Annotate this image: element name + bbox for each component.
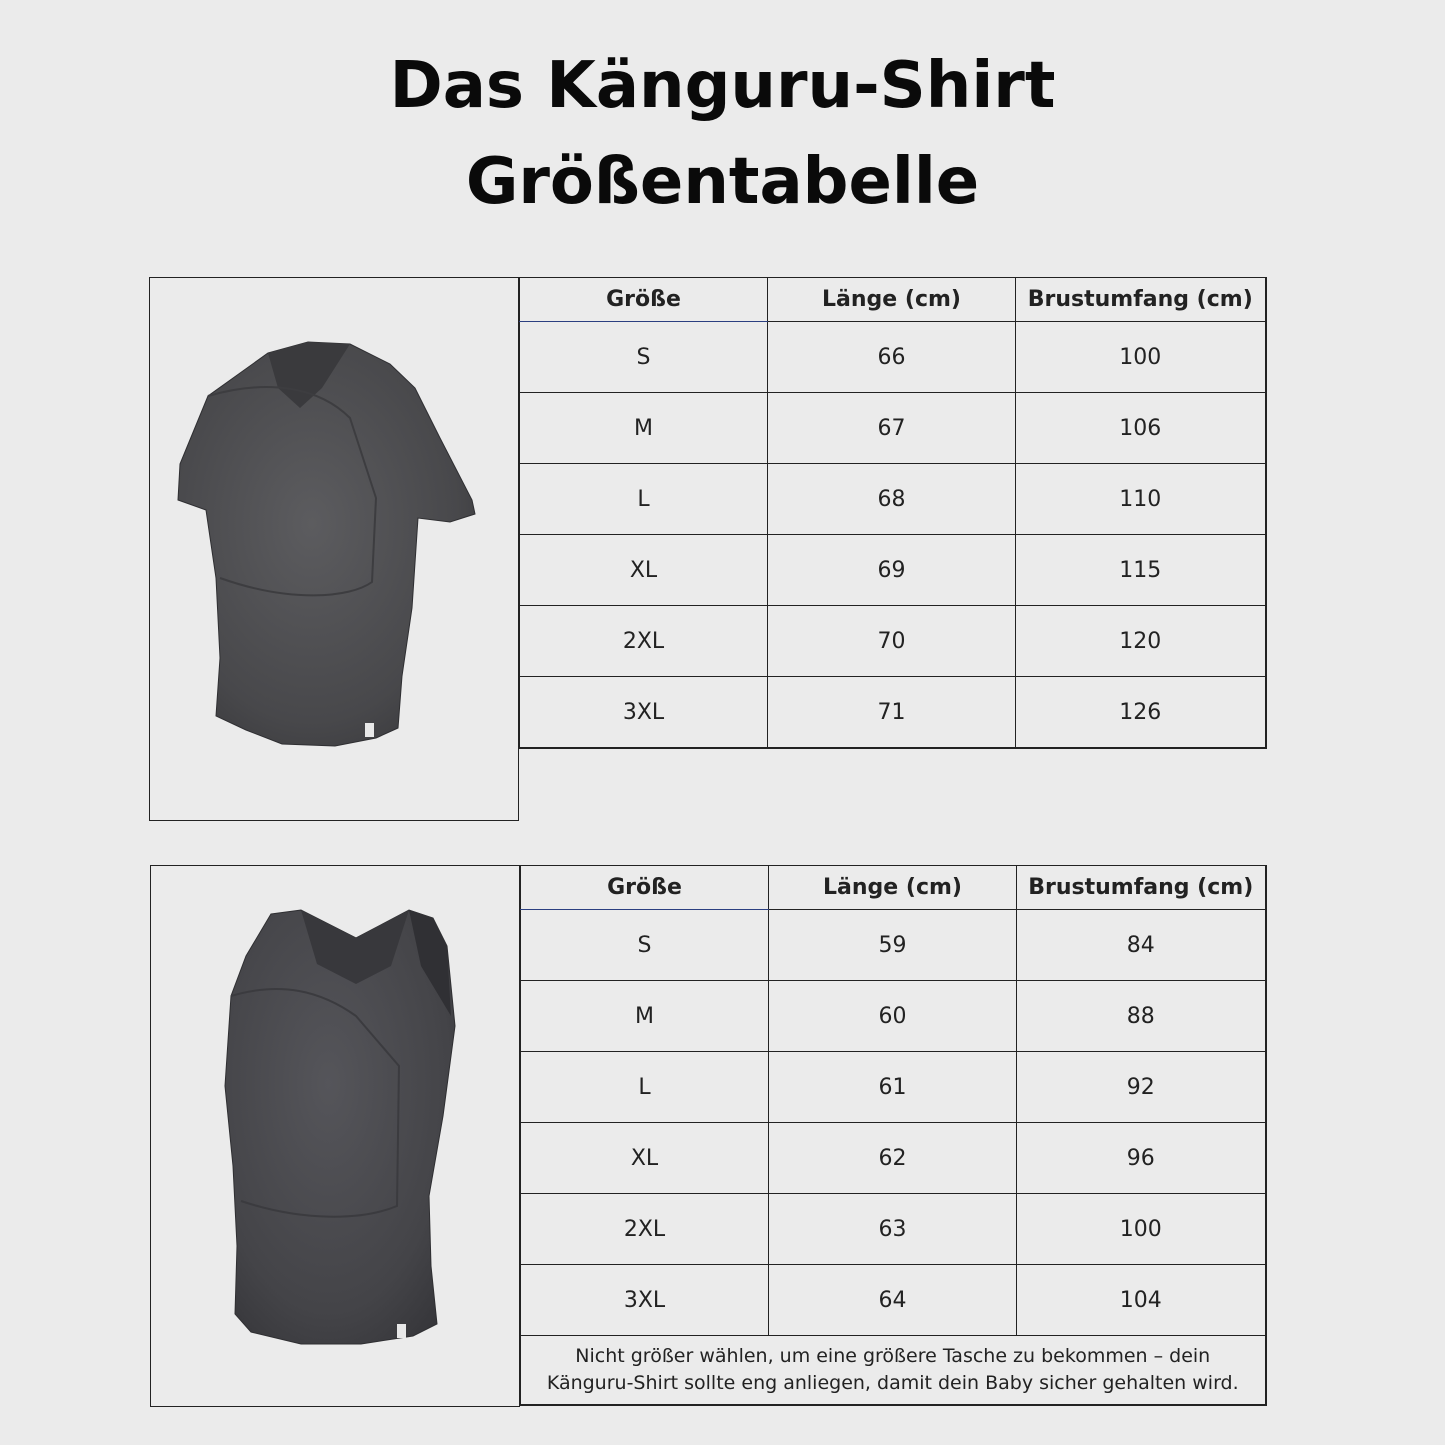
table-row [520,322,1266,393]
table-row [521,1265,1266,1336]
cell-length: 63 [769,1194,1017,1265]
size-table-tanktop [520,865,1267,1406]
page-subtitle: Größentabelle [465,145,980,219]
cell-chest: 115 [1016,535,1266,606]
cell-size: 2XL [520,606,768,677]
header-size: Größe [520,278,768,322]
table-header-row [520,278,1266,322]
cell-length: 61 [769,1052,1017,1123]
cell-size: L [521,1052,769,1123]
note-row [521,1336,1266,1406]
cell-length: 59 [769,910,1017,981]
cell-size: S [521,910,769,981]
cell-length: 66 [768,322,1016,393]
cell-size: 3XL [521,1265,769,1336]
cell-chest: 104 [1017,1265,1266,1336]
header-length: Länge (cm) [768,278,1016,322]
cell-chest: 92 [1017,1052,1266,1123]
table-row [520,677,1266,749]
table-row [521,1123,1266,1194]
cell-length: 71 [768,677,1016,749]
cell-size: 2XL [521,1194,769,1265]
cell-length: 60 [769,981,1017,1052]
cell-length: 70 [768,606,1016,677]
table-row [520,606,1266,677]
cell-length: 62 [769,1123,1017,1194]
cell-size: M [521,981,769,1052]
page-title: Das Känguru-Shirt [389,49,1056,123]
cell-size: XL [520,535,768,606]
cell-chest: 96 [1017,1123,1266,1194]
tanktop-image-panel [150,865,520,1407]
cell-chest: 106 [1016,393,1266,464]
tshirt-illustration [150,278,517,819]
tanktop-illustration [151,866,518,1405]
table-header-row [521,866,1266,910]
cell-length: 68 [768,464,1016,535]
cell-size: 3XL [520,677,768,749]
cell-chest: 84 [1017,910,1266,981]
cell-chest: 126 [1016,677,1266,749]
table-row [520,535,1266,606]
cell-length: 67 [768,393,1016,464]
fit-note: Nicht größer wählen, um eine größere Tasche zu bekommen – dein Känguru-Shirt sollte eng anliegen, damit dein Baby sicher gehalten wird. [521,1336,1266,1406]
header-chest: Brustumfang (cm) [1017,866,1266,910]
table-row [521,910,1266,981]
cell-size: M [520,393,768,464]
table-row [521,1194,1266,1265]
cell-length: 69 [768,535,1016,606]
cell-chest: 88 [1017,981,1266,1052]
size-table-tshirt [519,277,1267,749]
cell-size: XL [521,1123,769,1194]
cell-chest: 100 [1016,322,1266,393]
cell-size: S [520,322,768,393]
header-chest: Brustumfang (cm) [1016,278,1266,322]
header-length: Länge (cm) [769,866,1017,910]
header-size: Größe [521,866,769,910]
table-row [520,464,1266,535]
table-row [521,1052,1266,1123]
cell-chest: 100 [1017,1194,1266,1265]
tshirt-image-panel [149,277,519,821]
table-row [521,981,1266,1052]
cell-size: L [520,464,768,535]
cell-length: 64 [769,1265,1017,1336]
cell-chest: 120 [1016,606,1266,677]
table-row [520,393,1266,464]
cell-chest: 110 [1016,464,1266,535]
